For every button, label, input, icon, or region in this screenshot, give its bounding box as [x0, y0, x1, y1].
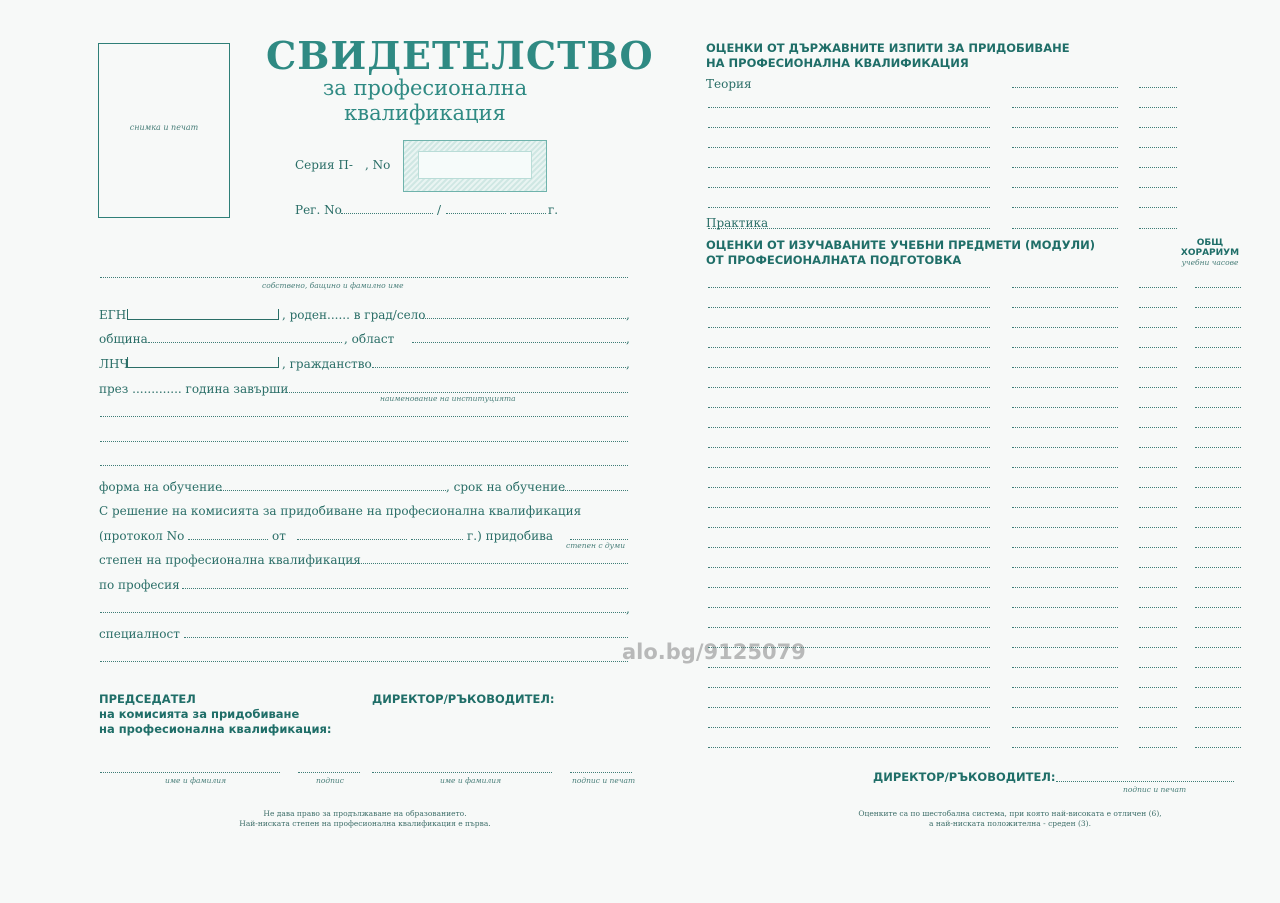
subject-name-field[interactable] [708, 627, 990, 628]
subject-grade-words-field[interactable] [1012, 587, 1118, 588]
subject-grade-words-field[interactable] [1012, 607, 1118, 608]
subject-grade-number-field[interactable] [1139, 347, 1177, 348]
subject-hours-field[interactable] [1195, 727, 1241, 728]
chairman-signature-caption: подпис [316, 776, 344, 785]
subject-grade-words-field[interactable] [1012, 407, 1118, 408]
exam-grade-number-field[interactable] [1139, 87, 1177, 88]
subject-name-field[interactable] [708, 407, 990, 408]
acquires-label: г.) придобива [467, 529, 554, 543]
hours-caption: учебни часове [1181, 258, 1239, 267]
reg-label: Рег. No [295, 203, 342, 217]
lnch-field[interactable] [127, 357, 279, 368]
exam-grade-words-field[interactable] [1012, 127, 1118, 128]
reg-date-field-2[interactable] [510, 213, 546, 214]
subject-grade-number-field[interactable] [1139, 367, 1177, 368]
protocol-number-field[interactable] [188, 539, 268, 540]
exam-subject-field[interactable] [708, 147, 990, 148]
subject-hours-field[interactable] [1195, 527, 1241, 528]
exam-grade-words-field[interactable] [1012, 107, 1118, 108]
subject-grade-words-field[interactable] [1012, 567, 1118, 568]
subject-hours-field[interactable] [1195, 487, 1241, 488]
exam-grade-words-field[interactable] [1012, 187, 1118, 188]
form-field[interactable] [220, 490, 446, 491]
exam-grade-number-field[interactable] [1139, 187, 1177, 188]
subject-grade-number-field[interactable] [1139, 747, 1177, 748]
subject-grade-number-field[interactable] [1139, 387, 1177, 388]
exam-subject-field[interactable] [708, 127, 990, 128]
chairman-title: ПРЕДСЕДАТЕЛ [99, 692, 196, 706]
director-name-field[interactable] [372, 772, 552, 773]
subject-grade-number-field[interactable] [1139, 687, 1177, 688]
subject-hours-field[interactable] [1195, 367, 1241, 368]
subject-name-field[interactable] [708, 647, 990, 648]
comma: , [626, 357, 630, 371]
decision-label: С решение на комисията за придобиване на професионална квалификация [99, 504, 582, 518]
subject-grade-number-field[interactable] [1139, 547, 1177, 548]
subject-grade-words-field[interactable] [1012, 727, 1118, 728]
comma: , [626, 308, 630, 322]
specialty-label: специалност [99, 627, 180, 641]
subject-grade-number-field[interactable] [1139, 727, 1177, 728]
subject-grade-words-field[interactable] [1012, 427, 1118, 428]
subject-grade-number-field[interactable] [1139, 567, 1177, 568]
comma: , [626, 332, 630, 346]
director-title-left: ДИРЕКТОР/РЪКОВОДИТЕЛ: [372, 692, 555, 706]
institution-field-4[interactable] [100, 465, 628, 466]
subject-grade-number-field[interactable] [1139, 487, 1177, 488]
institution-caption: наименование на институцията [380, 394, 516, 403]
subject-grade-words-field[interactable] [1012, 627, 1118, 628]
subject-grade-number-field[interactable] [1139, 447, 1177, 448]
subjects-heading-2: ОТ ПРОФЕСИОНАЛНАТА ПОДГОТОВКА [706, 253, 962, 267]
subject-hours-field[interactable] [1195, 507, 1241, 508]
exam-subject-field[interactable] [708, 107, 990, 108]
certificate-subtitle-1: за професионална [322, 76, 528, 100]
egn-label: ЕГН [99, 308, 127, 322]
right-director-signature-field[interactable] [1056, 781, 1234, 782]
degree-label: степен на професионална квалификация [99, 553, 361, 567]
degree-field[interactable] [352, 563, 628, 564]
exam-grade-words-field[interactable] [1012, 228, 1118, 229]
exams-heading-2: НА ПРОФЕСИОНАЛНА КВАЛИФИКАЦИЯ [706, 56, 969, 70]
exam-grade-number-field[interactable] [1139, 228, 1177, 229]
subject-hours-field[interactable] [1195, 467, 1241, 468]
protocol-date-field-2[interactable] [411, 539, 463, 540]
birthplace-field[interactable] [422, 318, 626, 319]
chairman-name-field[interactable] [100, 772, 280, 773]
watermark: alo.bg/9125079 [622, 640, 806, 664]
subject-grade-number-field[interactable] [1139, 647, 1177, 648]
hours-heading-1: ОБЩ [1196, 238, 1224, 248]
subject-hours-field[interactable] [1195, 427, 1241, 428]
reg-year-label: г. [548, 203, 559, 217]
exam-grade-number-field[interactable] [1139, 207, 1177, 208]
subject-grade-words-field[interactable] [1012, 447, 1118, 448]
profession-field[interactable] [182, 588, 628, 589]
subject-hours-field[interactable] [1195, 667, 1241, 668]
specialty-field[interactable] [184, 637, 628, 638]
born-label: , роден...... в град/село [282, 308, 426, 322]
subject-hours-field[interactable] [1195, 307, 1241, 308]
subject-name-field[interactable] [708, 307, 990, 308]
right-footer-2: а най-ниската положителна - среден (3). [929, 819, 1091, 828]
director-signature-field[interactable] [570, 772, 632, 773]
director-signature-caption: подпис и печат [572, 776, 636, 785]
certificate-subtitle-2: квалификация [344, 101, 506, 125]
subject-grade-words-field[interactable] [1012, 287, 1118, 288]
comma: , [626, 602, 630, 616]
director-title-right: ДИРЕКТОР/РЪКОВОДИТЕЛ: [873, 770, 1056, 784]
subject-hours-field[interactable] [1195, 567, 1241, 568]
subject-grade-words-field[interactable] [1012, 307, 1118, 308]
subjects-heading-1: ОЦЕНКИ ОТ ИЗУЧАВАНИТЕ УЧЕБНИ ПРЕДМЕТИ (МОДУЛИ) [706, 238, 1096, 252]
reg-separator: / [437, 203, 442, 217]
subject-hours-field[interactable] [1195, 627, 1241, 628]
subject-name-field[interactable] [708, 567, 990, 568]
subject-grade-words-field[interactable] [1012, 347, 1118, 348]
hours-heading [1178, 238, 1242, 267]
subject-grade-number-field[interactable] [1139, 427, 1177, 428]
subject-hours-field[interactable] [1195, 647, 1241, 648]
chairman-subtitle-2: на професионална квалификация: [99, 722, 332, 736]
practice-label: Практика [706, 216, 769, 230]
subject-name-field[interactable] [708, 427, 990, 428]
subject-name-field[interactable] [708, 527, 990, 528]
chairman-name-caption: име и фамилия [165, 776, 227, 785]
hours-heading-2: ХОРАРИУМ [1180, 248, 1240, 258]
in-words-caption: степен с думи [566, 541, 626, 550]
chairman-signature-field[interactable] [298, 772, 360, 773]
subject-name-field[interactable] [708, 287, 990, 288]
reg-date-field[interactable] [446, 213, 506, 214]
exam-subject-field[interactable] [708, 187, 990, 188]
subject-grade-words-field[interactable] [1012, 327, 1118, 328]
series-label: Серия П- [295, 158, 353, 172]
subject-grade-number-field[interactable] [1139, 627, 1177, 628]
director-name-caption: име и фамилия [440, 776, 502, 785]
reg-number-field[interactable] [341, 213, 433, 214]
right-director-caption: подпис и печат [1123, 785, 1187, 794]
subject-grade-words-field[interactable] [1012, 707, 1118, 708]
subject-name-field[interactable] [708, 707, 990, 708]
institution-field-2[interactable] [100, 416, 628, 417]
subject-hours-field[interactable] [1195, 387, 1241, 388]
certificate-title: СВИДЕТЕЛСТВО [266, 33, 654, 78]
subject-grade-number-field[interactable] [1139, 307, 1177, 308]
municipality-field[interactable] [148, 342, 342, 343]
full-name-caption: собствено, бащино и фамилно име [262, 281, 404, 290]
subject-grade-number-field[interactable] [1139, 607, 1177, 608]
subject-grade-number-field[interactable] [1139, 667, 1177, 668]
exam-grade-number-field[interactable] [1139, 167, 1177, 168]
specialty-field-2[interactable] [100, 661, 628, 662]
photo-label: снимка и печат [129, 123, 199, 132]
exam-grade-number-field[interactable] [1139, 127, 1177, 128]
citizenship-field[interactable] [372, 367, 626, 368]
subject-hours-field[interactable] [1195, 287, 1241, 288]
subject-name-field[interactable] [708, 467, 990, 468]
exams-heading-1: ОЦЕНКИ ОТ ДЪРЖАВНИТЕ ИЗПИТИ ЗА ПРИДОБИВАНЕ [706, 41, 1070, 55]
degree-words-field[interactable] [570, 539, 628, 540]
exam-grade-words-field[interactable] [1012, 167, 1118, 168]
subject-grade-words-field[interactable] [1012, 527, 1118, 528]
subject-grade-words-field[interactable] [1012, 507, 1118, 508]
subject-grade-words-field[interactable] [1012, 667, 1118, 668]
exam-subject-field[interactable] [708, 207, 990, 208]
exam-subject-field[interactable] [708, 167, 990, 168]
subject-grade-words-field[interactable] [1012, 687, 1118, 688]
subject-name-field[interactable] [708, 687, 990, 688]
subject-hours-field[interactable] [1195, 687, 1241, 688]
left-footer-2: Най-ниската степен на професионална квалификация е първа. [239, 819, 491, 828]
subject-grade-words-field[interactable] [1012, 647, 1118, 648]
subject-hours-field[interactable] [1195, 347, 1241, 348]
from-label: от [272, 529, 286, 543]
subject-hours-field[interactable] [1195, 587, 1241, 588]
subject-grade-words-field[interactable] [1012, 487, 1118, 488]
term-field[interactable] [562, 490, 628, 491]
full-name-field[interactable] [100, 277, 628, 278]
subject-grade-words-field[interactable] [1012, 467, 1118, 468]
subject-name-field[interactable] [708, 327, 990, 328]
profession-label: по професия [99, 578, 180, 592]
subject-grade-number-field[interactable] [1139, 507, 1177, 508]
municipality-label: община [99, 332, 148, 346]
subject-hours-field[interactable] [1195, 747, 1241, 748]
exam-grade-number-field[interactable] [1139, 147, 1177, 148]
subject-name-field[interactable] [708, 547, 990, 548]
exam-grade-words-field[interactable] [1012, 147, 1118, 148]
subject-grade-number-field[interactable] [1139, 587, 1177, 588]
subject-grade-number-field[interactable] [1139, 707, 1177, 708]
subject-grade-words-field[interactable] [1012, 547, 1118, 548]
subject-hours-field[interactable] [1195, 447, 1241, 448]
subject-name-field[interactable] [708, 507, 990, 508]
protocol-label: (протокол No [99, 529, 185, 543]
subject-grade-number-field[interactable] [1139, 527, 1177, 528]
protocol-date-field[interactable] [297, 539, 407, 540]
no-label: , No [365, 158, 391, 172]
subject-name-field[interactable] [708, 387, 990, 388]
form-label: форма на обучение [99, 480, 223, 494]
institution-field-3[interactable] [100, 441, 628, 442]
subject-name-field[interactable] [708, 667, 990, 668]
exam-grade-number-field[interactable] [1139, 107, 1177, 108]
subject-name-field[interactable] [708, 727, 990, 728]
subject-hours-field[interactable] [1195, 327, 1241, 328]
subject-grade-number-field[interactable] [1139, 327, 1177, 328]
region-label: , област [344, 332, 395, 346]
egn-field[interactable] [127, 309, 279, 320]
subject-name-field[interactable] [708, 747, 990, 748]
profession-field-2[interactable] [100, 612, 626, 613]
subject-name-field[interactable] [708, 367, 990, 368]
subject-hours-field[interactable] [1195, 607, 1241, 608]
exam-grade-words-field[interactable] [1012, 87, 1118, 88]
right-footer-1: Оценките са по шестобална система, при която най-високата е отличен (6), [858, 809, 1162, 818]
through-label: през ............. година завърши [99, 382, 289, 396]
subject-name-field[interactable] [708, 347, 990, 348]
subject-grade-words-field[interactable] [1012, 387, 1118, 388]
exam-grade-words-field[interactable] [1012, 207, 1118, 208]
term-label: , срок на обучение [446, 480, 566, 494]
subject-hours-field[interactable] [1195, 547, 1241, 548]
serial-number-field[interactable] [403, 140, 547, 192]
region-field[interactable] [412, 342, 626, 343]
subject-grade-number-field[interactable] [1139, 407, 1177, 408]
subject-name-field[interactable] [708, 607, 990, 608]
chairman-subtitle-1: на комисията за придобиване [99, 707, 300, 721]
subject-grade-number-field[interactable] [1139, 467, 1177, 468]
subject-hours-field[interactable] [1195, 707, 1241, 708]
lnch-label: ЛНЧ [99, 357, 129, 371]
subject-grade-words-field[interactable] [1012, 747, 1118, 748]
institution-field[interactable] [285, 392, 628, 393]
citizenship-label: , гражданство [282, 357, 372, 371]
subject-grade-words-field[interactable] [1012, 367, 1118, 368]
subject-name-field[interactable] [708, 487, 990, 488]
subject-name-field[interactable] [708, 447, 990, 448]
subject-grade-number-field[interactable] [1139, 287, 1177, 288]
theory-label: Теория [706, 77, 752, 91]
photo-box [98, 43, 230, 218]
subject-hours-field[interactable] [1195, 407, 1241, 408]
left-footer-1: Не дава право за продължаване на образованието. [263, 809, 467, 818]
subject-name-field[interactable] [708, 587, 990, 588]
